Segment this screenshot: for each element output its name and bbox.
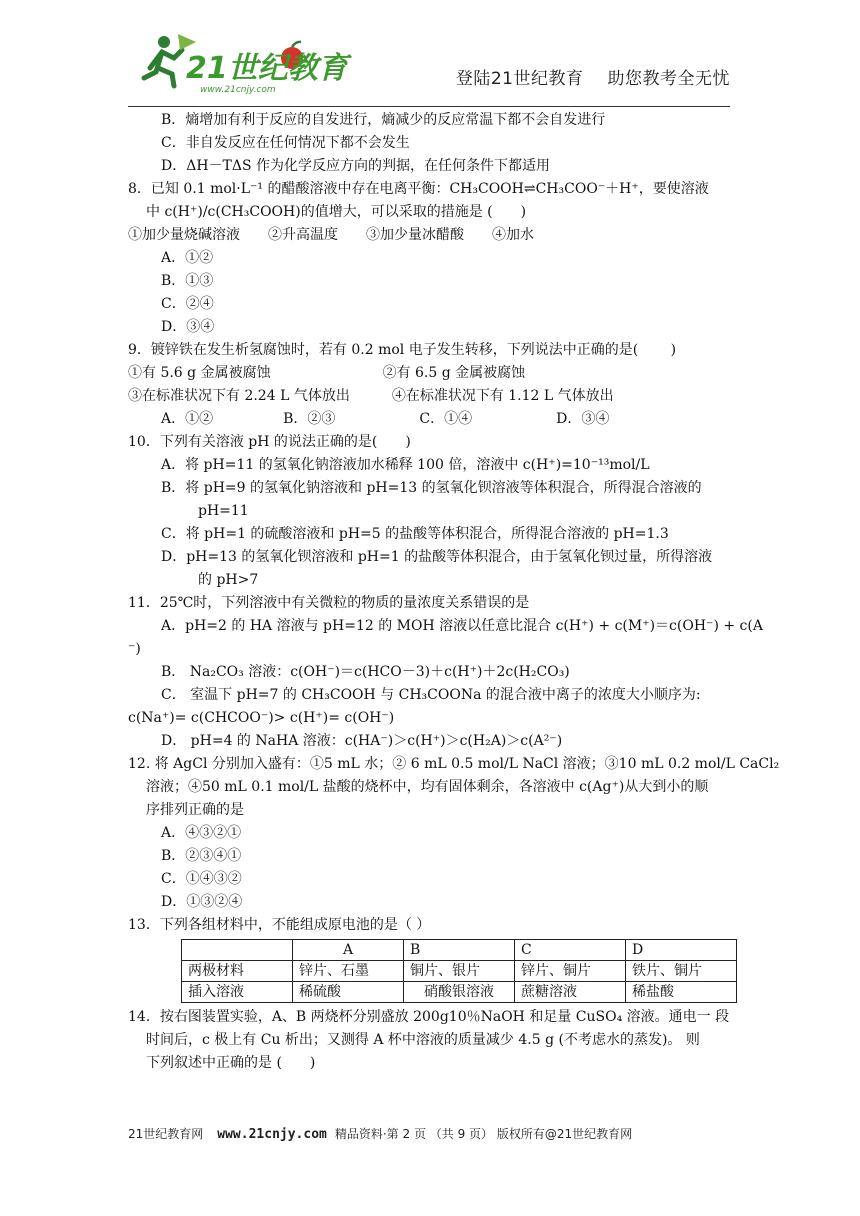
slogan-motto: 助您教考全无忧 xyxy=(607,69,730,89)
text-line: 序排列正确的是 xyxy=(146,802,244,818)
table-header-row xyxy=(182,940,737,961)
text-line: B．将 pH=9 的氢氧化钠溶液和 pH=13 的氢氧化钡溶液等体积混合，所得混合溶液的 xyxy=(161,480,702,496)
header-slogan xyxy=(432,64,730,89)
text-line: 8．已知 0.1 mol·L⁻¹ 的醋酸溶液中存在电离平衡：CH₃COOH⇌CH₃COO⁻＋H⁺，要使溶液 xyxy=(128,181,709,197)
text-line: 时间后，c 极上有 Cu 析出；又测得 A 杯中溶液的质量减少 4.5 g (不考虑水的蒸发)。 则 xyxy=(146,1032,700,1048)
text-line: 下列叙述中正确的是 ( ) xyxy=(146,1055,316,1071)
svg-text:www.21cnjy.com: www.21cnjy.com xyxy=(200,85,276,95)
text-line: 10．下列有关溶液 pH 的说法正确的是( ) xyxy=(128,434,411,450)
question-lines-after xyxy=(128,1006,738,1075)
text-line: 12. 将 AgCl 分别加入盛有：①5 mL 水；② 6 mL 0.5 mol/L NaCl 溶液；③10 mL 0.2 mol/L CaCl₂ xyxy=(128,756,780,772)
table-row xyxy=(182,982,737,1003)
materials-table xyxy=(181,939,737,1003)
text-line: C．②④ xyxy=(161,296,214,312)
text-line: A．①② xyxy=(161,250,214,266)
text-line: C． 室温下 pH=7 的 CH₃COOH 与 CH₃COONa 的混合液中离子的浓度大小顺序为: xyxy=(161,687,701,703)
text-line: B．①③ xyxy=(161,273,214,289)
text-line: A．①② B．②③ C．①④ D．③④ xyxy=(161,411,610,427)
footer-url[interactable]: www.21cnjy.com xyxy=(217,1127,327,1142)
text-line: 13．下列各组材料中，不能组成原电池的是（ ） xyxy=(128,917,431,933)
table-cell: 硝酸银溶液 xyxy=(404,982,515,1003)
text-line: A．④③②① xyxy=(161,825,242,841)
text-line: B．②③④① xyxy=(161,848,242,864)
text-line: B．熵增加有利于反应的自发进行，熵减少的反应常温下都不会自发进行 xyxy=(161,112,606,128)
table-cell: 铜片、银片 xyxy=(404,961,515,982)
question-content xyxy=(128,109,780,1075)
text-line: ⁻) xyxy=(128,641,141,657)
svg-text:21世纪教育: 21世纪教育 xyxy=(186,51,348,86)
text-line: C．①④③② xyxy=(161,871,242,887)
text-line: C．非自发反应在任何情况下都不会发生 xyxy=(161,135,410,151)
text-line: ③在标准状况下有 2.24 L 气体放出 ④在标准状况下有 1.12 L 气体放出 xyxy=(128,388,614,404)
table-header-cell: B xyxy=(404,940,515,961)
text-line: D．pH=13 的氢氧化钡溶液和 pH=1 的盐酸等体积混合，由于氢氧化钡过量，所得溶液 xyxy=(161,549,713,565)
header-rule xyxy=(128,106,730,107)
text-line: 的 pH>7 xyxy=(198,572,259,588)
site-logo xyxy=(128,28,348,98)
text-line: 9．镀锌铁在发生析氢腐蚀时，若有 0.2 mol 电子发生转移，下列说法中正确的是( ) xyxy=(128,342,677,358)
footer-info: 精品资料·第 2 页 （共 9 页） 版权所有@21世纪教育网 xyxy=(334,1127,633,1141)
table-cell: 稀盐酸 xyxy=(626,982,737,1003)
text-line: B． Na₂CO₃ 溶液：c(OH⁻)＝c(HCO－3)＋c(H⁺)＋2c(H₂CO₃) xyxy=(161,664,570,680)
text-line: C．将 pH=1 的硫酸溶液和 pH=5 的盐酸等体积混合，所得混合溶液的 pH=1.3 xyxy=(161,526,669,542)
text-line: 11．25℃时，下列溶液中有关微粒的物质的量浓度关系错误的是 xyxy=(128,595,530,611)
page-footer xyxy=(128,1125,748,1142)
text-line: pH=11 xyxy=(198,503,249,519)
table-cell: 锌片、石墨 xyxy=(293,961,404,982)
text-line: ①加少量烧碱溶液 ②升高温度 ③加少量冰醋酸 ④加水 xyxy=(128,227,534,243)
table-cell: 蔗糖溶液 xyxy=(515,982,626,1003)
text-line: 14．按右图装置实验，A、B 两烧杯分别盛放 200g10％NaOH 和足量 CuSO₄ 溶液。通电一 段 xyxy=(128,1009,730,1025)
table-cell: 稀硫酸 xyxy=(293,982,404,1003)
text-line: D．ΔH－TΔS 作为化学反应方向的判据，在任何条件下都适用 xyxy=(161,158,551,174)
text-line: ①有 5.6 g 金属被腐蚀 ②有 6.5 g 金属被腐蚀 xyxy=(128,365,526,381)
table-cell: 两极材料 xyxy=(182,961,293,982)
text-line: 中 c(H⁺)/c(CH₃COOH)的值增大，可以采取的措施是 ( ) xyxy=(146,204,527,220)
table-cell: 铁片、铜片 xyxy=(626,961,737,982)
slogan-login: 登陆21世纪教育 xyxy=(455,69,584,89)
text-line: 溶液；④50 mL 0.1 mol/L 盐酸的烧杯中，均有固体剩余，各溶液中 c(Ag⁺)从大到小的顺 xyxy=(146,779,709,795)
table-header-cell: C xyxy=(515,940,626,961)
table-header-cell: A xyxy=(293,940,404,961)
table-cell: 锌片、铜片 xyxy=(515,961,626,982)
page-header xyxy=(128,28,730,108)
text-line: c(Na⁺)= c(CHCOO⁻)> c(H⁺)= c(OH⁻) xyxy=(128,710,395,726)
text-line: A．pH=2 的 HA 溶液与 pH=12 的 MOH 溶液以任意比混合 c(H⁺) + c(M⁺)＝c(OH⁻) + c(A xyxy=(161,618,763,634)
text-line: D． pH=4 的 NaHA 溶液：c(HA⁻)＞c(H⁺)＞c(H₂A)＞c(A²⁻) xyxy=(161,733,563,749)
table-header-cell: D xyxy=(626,940,737,961)
text-line: D．③④ xyxy=(161,319,215,335)
text-line: A．将 pH=11 的氢氧化钠溶液加水稀释 100 倍，溶液中 c(H⁺)=10⁻¹³mol/L xyxy=(161,457,650,473)
table-cell: 插入溶液 xyxy=(182,982,293,1003)
question-lines xyxy=(128,109,780,937)
table-header-cell xyxy=(182,940,293,961)
text-line: D．①③②④ xyxy=(161,894,243,910)
footer-site: 21世纪教育网 xyxy=(128,1127,204,1141)
table-row xyxy=(182,961,737,982)
